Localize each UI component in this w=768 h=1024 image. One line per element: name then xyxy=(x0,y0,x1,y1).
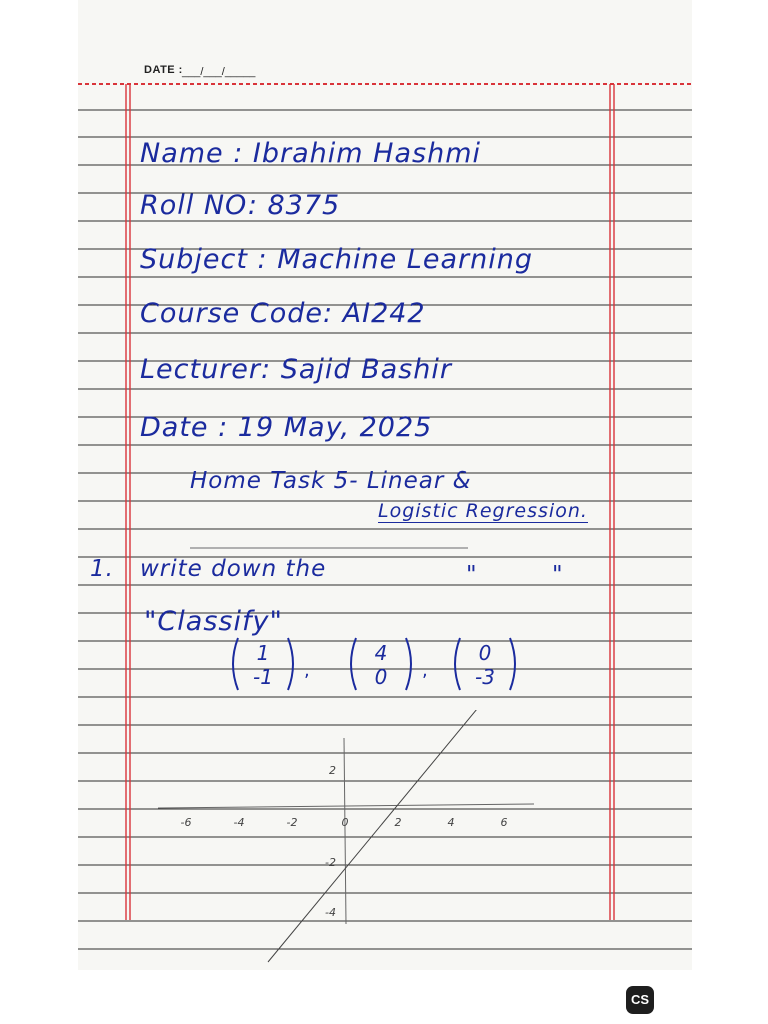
bracket-left xyxy=(233,638,238,690)
notebook-page xyxy=(78,0,692,970)
vector-3 xyxy=(455,638,515,690)
vector-2 xyxy=(351,638,411,690)
y-tick-label: -2 xyxy=(325,856,336,869)
graph xyxy=(78,710,692,970)
camscanner-logo: CS xyxy=(626,986,654,1014)
date-label: DATE : xyxy=(144,64,183,76)
vectors xyxy=(78,630,692,710)
y-axis xyxy=(344,738,346,924)
bracket-left xyxy=(455,638,460,690)
vector-bottom: -3 xyxy=(475,665,495,689)
vector-comma: , xyxy=(304,660,310,681)
bracket-left xyxy=(351,638,356,690)
x-tick-label: 4 xyxy=(447,816,455,829)
vector-comma: , xyxy=(422,660,428,681)
date-blanks: ___/___/_____ xyxy=(182,66,256,78)
x-tick-label: 6 xyxy=(500,816,508,829)
vector-top: 1 xyxy=(256,641,270,665)
student-name: Name : Ibrahim Hashmi xyxy=(140,138,481,169)
y-tick-label: 2 xyxy=(329,764,336,777)
vector-top: 4 xyxy=(374,641,388,665)
question-number: 1. xyxy=(90,556,114,582)
quote-open: " xyxy=(466,562,478,588)
quote-close: " xyxy=(552,562,564,588)
x-axis xyxy=(158,804,534,808)
question-text: write down the xyxy=(140,556,327,582)
regression-line xyxy=(268,710,496,962)
x-tick-label: 0 xyxy=(341,816,349,829)
x-tick-label: -6 xyxy=(180,816,192,829)
bracket-right xyxy=(406,638,411,690)
lecturer: Lecturer: Sajid Bashir xyxy=(140,354,452,385)
vector-bottom: 0 xyxy=(374,665,388,689)
task-title-line2: Logistic Regression. xyxy=(378,500,588,522)
bracket-right xyxy=(510,638,515,690)
assignment-date: Date : 19 May, 2025 xyxy=(140,412,433,443)
vector-1 xyxy=(233,638,293,690)
y-tick-label: -4 xyxy=(325,906,336,919)
subject: Subject : Machine Learning xyxy=(140,244,533,275)
task-title-line1: Home Task 5- Linear & xyxy=(190,468,472,494)
bracket-right xyxy=(288,638,293,690)
course-code: Course Code: AI242 xyxy=(140,298,426,329)
vector-bottom: -1 xyxy=(253,665,273,689)
roll-number: Roll NO: 8375 xyxy=(140,190,341,221)
x-tick-label: 2 xyxy=(394,816,402,829)
vector-top: 0 xyxy=(478,641,492,665)
x-tick-label: -2 xyxy=(286,816,298,829)
classify-word: "Classify" xyxy=(144,606,283,637)
x-tick-label: -4 xyxy=(233,816,245,829)
